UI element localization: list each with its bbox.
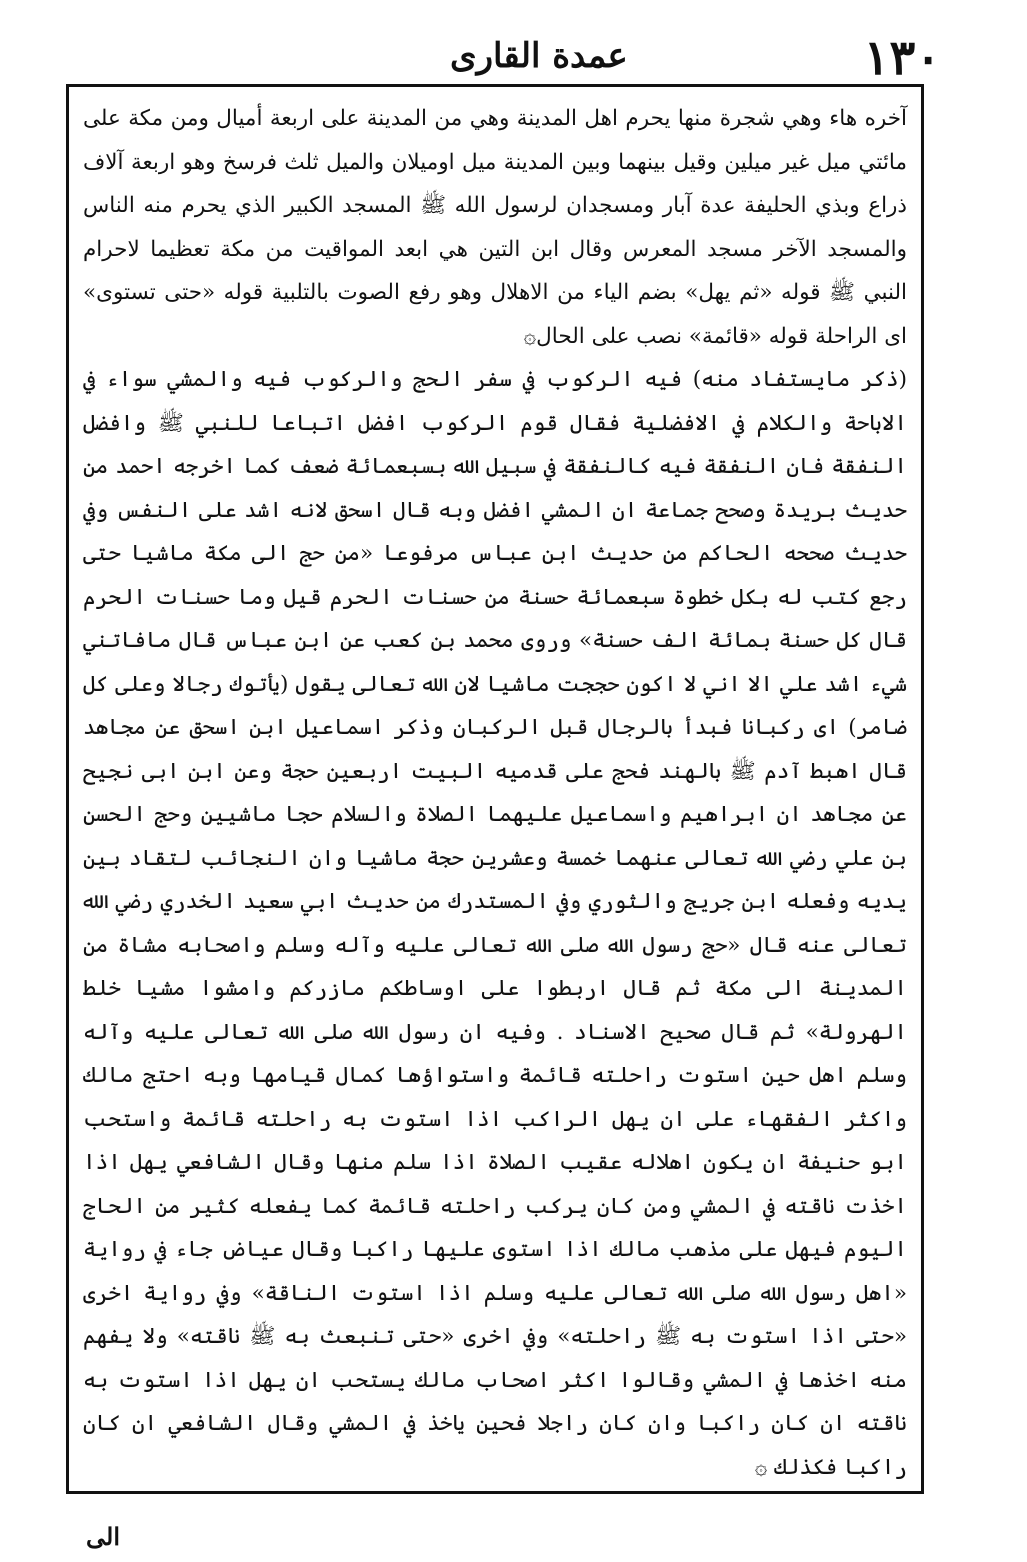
paragraph: (ذكر مايستفاد منه) فيه الركوب في سفر الحج والركوب فيه والمشي سواء في الاباحة والكلام في الافضلية فقال قوم الركوب افضل اتباعا للنبي ﷺ وافضل النفقة فان النفقة فيه كالنفقة في سبيل الله بسبعمائة ضعف كما اخرجه احمد من حديث بريدة وصحح جماعة ان المشي افضل وبه قال اسحق لانه اشد على النفس وفي حديث صححه الحاكم من حديث ابن عباس مرفوعا «من حج الى مكة ماشيا حتى رجع كتب له بكل خطوة سبعمائة حسنة من حسنات الحرم قيل وما حسنات الحرم قال كل حسنة بمائة الف حسنة» وروى محمد بن كعب عن ابن عباس قال مافاتني شيء اشد علي الا اني لا اكون حججت ماشيا لان الله تعالى يقول (يأتوك رجالا وعلى كل ضامر) اى ركبانا فبدأ بالرجال قبل الركبان وذكر اسماعيل ابن اسحق عن مجاهد قال اهبط آدم ﷺ بالهند فحج على قدميه البيت اربعين حجة وعن ابن ابى نجيح عن مجاهد ان ابراهيم واسماعيل عليهما الصلاة والسلام حجا ماشيين وحج الحسن بن علي رضي الله تعالى عنهما خمسة وعشرين حجة ماشيا وان النجائب لتقاد بين يديه وفعله ابن جريج والثوري وفي المستدرك من حديث ابي سعيد الخدري رضي الله تعالى عنه قال «حج رسول الله صلى الله تعالى عليه وآله وسلم واصحابه مشاة من المدينة الى مكة ثم قال اربطوا على اوساطكم مازركم وامشوا مشيا خلط الهرولة» ثم قال صحيح الاسناد . وفيه ان رسول الله صلى الله تعالى عليه وآله وسلم اهل حين استوت راحلته قائمة واستواؤها كمال قيامها وبه احتج مالك واكثر الفقهاء على ان يهل الراكب اذا استوت به راحلته قائمة واستحب ابو حنيفة ان يكون اهلاله عقيب الصلاة اذا سلم منها وقال الشافعي يهل اذا اخذت ناقته في المشي ومن كان يركب راحلته قائمة كما يفعله كثير من الحاج اليوم فيهل على مذهب مالك اذا استوى عليها راكبا وقال عياض جاء في رواية «اهل رسول الله صلى الله تعالى عليه وسلم اذا استوت الناقة» وفي رواية اخرى «حتى اذا استوت به ﷺ راحلته» وفي اخرى «حتى تنبعث به ﷺ ناقته» ولا يفهم منه اخذها في المشي وقالوا اكثر اصحاب مالك يستحب ان يهل اذا استوت به ناقته ان كان راكبا وان كان راجلا فحين ياخذ في المشي وقال الشافعي ان كان راكبا فكذلك ۞ <box>83 367 907 1480</box>
paragraph: آخره هاء وهي شجرة منها يحرم اهل المدينة وهي من المدينة على اربعة أميال ومن مكة على مائتي ميل غير ميلين وقيل بينهما وبين المدينة ميل اوميلان والميل ثلث فرسخ وهو اربعة آلاف ذراع وبذي الحليفة عدة آبار ومسجدان لرسول الله ﷺ المسجد الكبير الذي يحرم منه الناس والمسجد الآخر مسجد المعرس وقال ابن التين هي ابعد المواقيت من مكة تعظيما لاحرام النبي ﷺ قوله «ثم يهل» بضم الياء من الاهلال وهو رفع الصوت بالتلبية قوله «حتى تستوى» اى الراحلة قوله «قائمة» نصب على الحال۞ <box>83 106 907 349</box>
text-frame <box>66 84 924 1494</box>
catchword: الى <box>86 1522 120 1551</box>
page-header <box>0 0 1027 86</box>
commentary-top <box>83 97 907 1489</box>
running-title: عمدة القارى <box>450 36 628 76</box>
page-number: ١٣٠ <box>863 30 941 86</box>
